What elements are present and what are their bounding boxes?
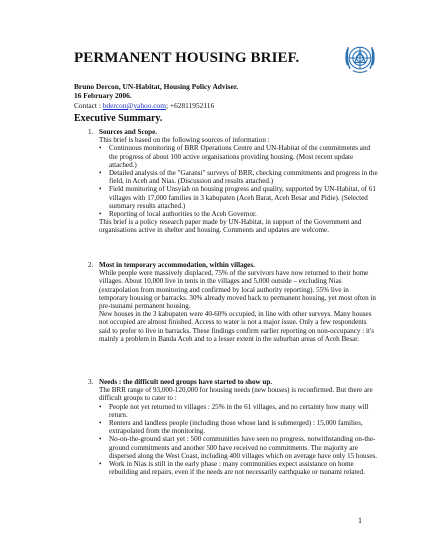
section-1	[88, 128, 378, 235]
author-line: Bruno Dercon, UN-Habitat, Housing Policy Adviser.	[74, 82, 239, 91]
section-heading: Executive Summary.	[74, 113, 163, 124]
bullet-icon: •	[99, 419, 102, 428]
un-logo	[342, 40, 378, 76]
section-heading: Sources and Scope.	[99, 128, 158, 136]
section-heading: Most in temporary accommodation, within villages.	[99, 261, 255, 269]
author-block	[74, 82, 238, 110]
list-item	[99, 403, 378, 419]
section-number: 1.	[88, 128, 94, 136]
section-paragraph: While people were massively displaced, 75% of the survivors have now returned to their home villages. About 10,000 live in tents in the villages and 5,000 outside – excluding Nias (extrapolation from monitoring and confirmed by local authority reporting). 55% live in temporary housing or barracks. 30% already moved back to permanent housing, yet most often in pre-tsunami permanent housing.	[99, 269, 376, 311]
section-intro: The BRR range of 93,000-120,000 for housing needs (new houses) is reconfirmed. But there are difficult groups to cater to :	[99, 386, 373, 403]
section-3	[88, 378, 378, 476]
list-item-text: Work in Nias is still in the early phase : many communities expect assistance on home rebuilding and repairs, even if the needs are not necessarily earthquake or tsunami related.	[109, 460, 365, 477]
bullet-list	[99, 144, 378, 218]
list-item	[99, 185, 378, 210]
bullet-list	[99, 403, 378, 477]
list-item	[99, 169, 378, 185]
author-date: 16 February 2006.	[74, 91, 132, 101]
contact-phone: ; +62811952116	[166, 100, 215, 110]
section-2	[88, 261, 378, 343]
bullet-icon: •	[99, 210, 102, 219]
list-item	[99, 435, 378, 460]
section-intro: This brief is based on the following sources of information :	[99, 136, 270, 145]
section-heading: Needs : the difficult need groups have started to show up.	[99, 378, 273, 386]
list-item	[99, 419, 378, 435]
section-paragraph: New houses in the 3 kabupaten were 40-60% occupied, in line with other surveys. Many houses not occupied are almost finished. Access to water is not a major issue. Only a few respondents said to prefer to live in barracks. These findings confirm earlier reporting on non-occupancy : it's mainly a problem in Banda Aceh and to a lesser extent in the suburban areas of Aceh Besar.	[99, 310, 374, 343]
bullet-icon: •	[99, 185, 102, 194]
list-item-text: Field monitoring of Unsyiah on housing progress and quality, supported by UN-Habitat, of 61 villages with 17,000 families in 3 kabupaten (Aceh Barat, Aceh Besar and Pidie). (Selected summary results attached.)	[109, 185, 376, 210]
list-item-text: People not yet returned to villages : 25% in the 61 villages, and no certainty how many will return.	[109, 402, 369, 419]
list-item	[99, 210, 378, 218]
page-title: PERMANENT HOUSING BRIEF.	[74, 50, 300, 66]
list-item	[99, 460, 378, 476]
list-item-text: No-on-the-ground start yet : 500 communities have seen no progress. notwithstanding on-the-ground commitments and another 500 have received no commitments. The majority are dispersed along the West Coast, including 400 villages which on average have only 15 houses.	[109, 435, 378, 460]
list-item-text: Renters and landless people (including those whose land is submerged) : 15,000 families, extrapolated from the monitoring.	[109, 419, 363, 436]
bullet-icon: •	[99, 435, 102, 444]
bullet-icon: •	[99, 460, 102, 469]
list-item-text: Continuous monitoring of BRR Operations Centre and UN-Habitat of the commitments and the progress of about 100 active organisations providing housing. (Most recent update attached.)	[109, 144, 371, 169]
list-item-text: Reporting of local authorities to the Aceh Governor.	[109, 210, 257, 219]
bullet-icon: •	[99, 169, 102, 178]
page-number: 1	[358, 516, 362, 525]
section-number: 3.	[88, 378, 94, 386]
section-outro: This brief is a policy research paper made by UN-Habitat, in support of the Government and organisations active in shelter and housing. Comments and updates are welcome.	[99, 218, 362, 235]
bullet-icon: •	[99, 402, 102, 411]
contact-label: Contact :	[74, 100, 103, 110]
section-number: 2.	[88, 261, 94, 269]
list-item	[99, 144, 378, 169]
email-link[interactable]: bdercon@yahoo.com	[102, 100, 166, 110]
list-item-text: Detailed analysis of the "Garansi" surveys of BRR, checking commitments and progress in the field, in Aceh and Nias. (Discussion and results attached.)	[109, 169, 378, 186]
bullet-icon: •	[99, 144, 102, 153]
